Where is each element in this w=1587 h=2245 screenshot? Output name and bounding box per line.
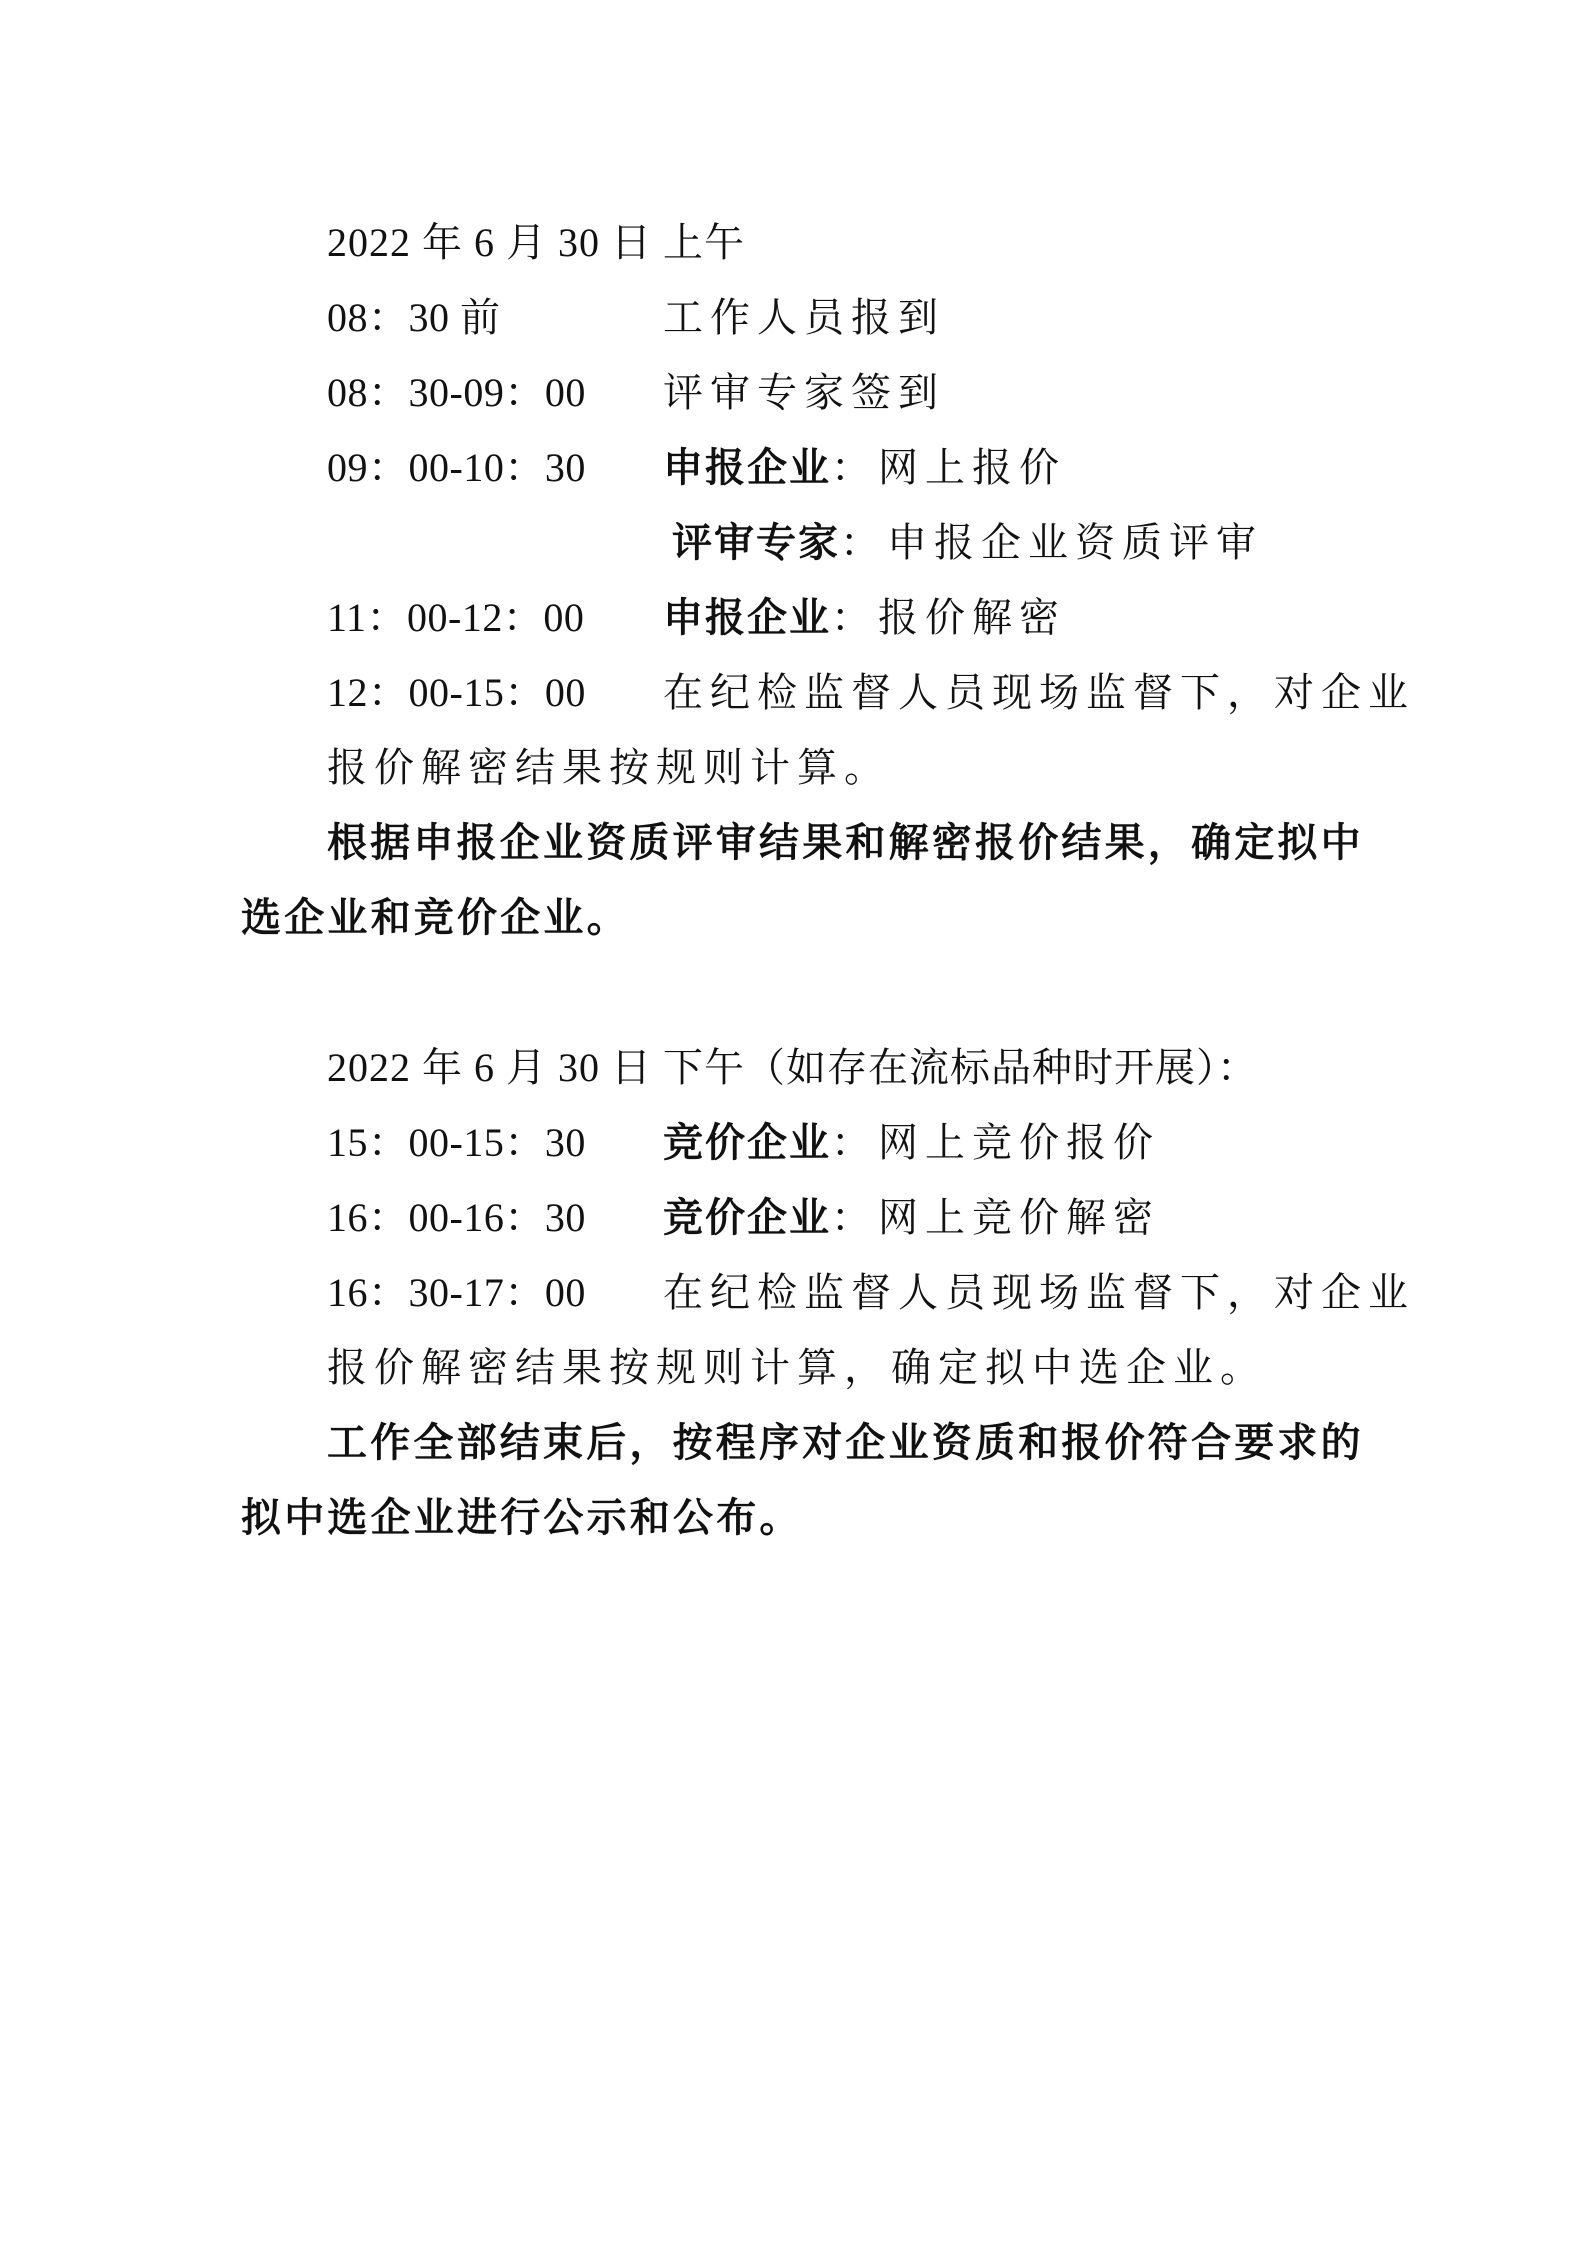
role-label: 竞价企业 — [663, 1120, 831, 1166]
activity: ：网上竞价解密 — [831, 1195, 1160, 1241]
activity: ：申报企业资质评审 — [840, 520, 1263, 566]
role-label: 评审专家 — [672, 520, 840, 566]
summary-text: 选企业和竞价企业。 — [241, 895, 630, 941]
activity-group — [663, 1190, 1160, 1246]
summary-text: 工作全部结束后，按程序对企业资质和报价符合要求的 — [327, 1420, 1364, 1466]
activity-group — [663, 590, 1066, 646]
time-slot: 16：00-16：30 — [327, 1195, 586, 1240]
activity-group — [672, 515, 1263, 571]
continuation-text: 报价解密结果按规则计算。 — [327, 745, 891, 791]
role-label: 申报企业 — [663, 595, 831, 641]
summary-text: 根据申报企业资质评审结果和解密报价结果，确定拟中 — [327, 820, 1364, 866]
time-slot: 16：30-17：00 — [327, 1270, 586, 1315]
time-slot: 12：00-15：00 — [327, 670, 586, 715]
time-slot: 15：00-15：30 — [327, 1120, 586, 1165]
activity: 在纪检监督人员现场监督下，对企业 — [663, 1270, 1415, 1316]
time-slot: 08：30 前 — [327, 295, 501, 340]
activity: 评审专家签到 — [663, 370, 945, 416]
summary-text: 拟中选企业进行公示和公布。 — [241, 1495, 803, 1541]
activity-group — [663, 1115, 1160, 1171]
time-slot: 08：30-09：00 — [327, 370, 586, 415]
activity: ：网上报价 — [831, 445, 1066, 491]
morning-heading: 2022 年 6 月 30 日 上午 — [327, 220, 745, 265]
role-label: 竞价企业 — [663, 1195, 831, 1241]
time-slot: 09：00-10：30 — [327, 445, 586, 490]
time-slot: 11：00-12：00 — [327, 595, 585, 640]
activity: 在纪检监督人员现场监督下，对企业 — [663, 670, 1415, 716]
afternoon-heading: 2022 年 6 月 30 日 下午（如存在流标品种时开展）： — [327, 1045, 1258, 1090]
activity: 工作人员报到 — [663, 295, 945, 341]
role-label: 申报企业 — [663, 445, 831, 491]
continuation-text: 报价解密结果按规则计算，确定拟中选企业。 — [327, 1345, 1267, 1391]
activity: ：网上竞价报价 — [831, 1120, 1160, 1166]
activity: ：报价解密 — [831, 595, 1066, 641]
activity-group — [663, 440, 1066, 496]
